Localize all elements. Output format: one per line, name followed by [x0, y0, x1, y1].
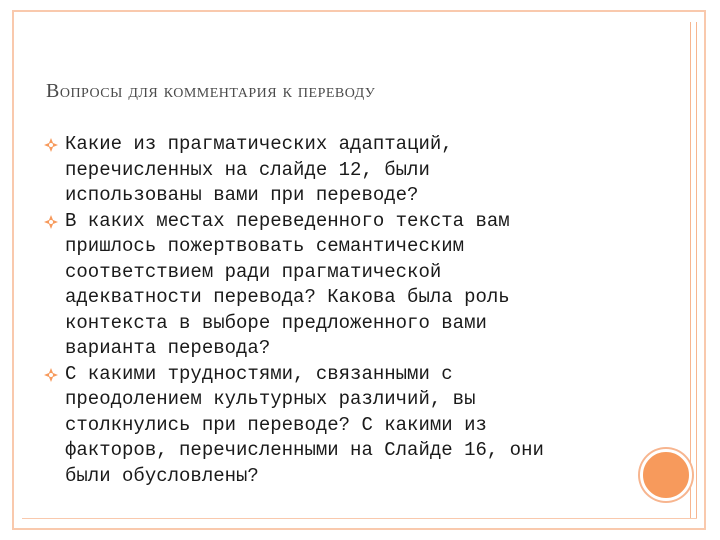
- decorative-circle: [640, 449, 692, 501]
- bullet-line: факторов, перечисленными на Слайде 16, они: [65, 439, 544, 461]
- bullet-line: перечисленных на слайде 12, были: [65, 158, 430, 181]
- bullet-line: использованы вами при переводе?: [65, 184, 419, 206]
- slide-title: Вопросы для комментария к переводу: [46, 80, 376, 102]
- bullet-line: контекста в выборе предложенного вами: [65, 311, 487, 334]
- bullet-item: [44, 209, 644, 362]
- four-point-star-icon: [44, 215, 58, 229]
- bullet-item: [44, 132, 644, 209]
- frame-right-line: [690, 22, 691, 518]
- bullet-line: пришлось пожертвовать семантическим: [65, 235, 465, 257]
- bullet-list: [44, 132, 644, 489]
- bullet-line: адекватности перевода? Какова была роль: [65, 286, 510, 308]
- frame-bottom-line: [22, 518, 697, 519]
- bullet-line: были обусловлены?: [65, 464, 259, 487]
- bullet-line: варианта перевода?: [65, 337, 271, 359]
- bullet-line: соответствием ради прагматической: [65, 260, 442, 283]
- bullet-item: [44, 362, 644, 490]
- bullet-line: преодолением культурных различий, вы: [65, 388, 476, 410]
- bullet-line: Какие из прагматических адаптаций,: [65, 133, 453, 155]
- four-point-star-icon: [44, 138, 58, 152]
- frame-right-line-2: [696, 22, 697, 518]
- four-point-star-icon: [44, 368, 58, 382]
- bullet-line: столкнулись при переводе? С какими из: [65, 413, 487, 436]
- bullet-line: С какими трудностями, связанными с: [65, 362, 453, 385]
- bullet-line: В каких местах переведенного текста вам: [65, 209, 510, 232]
